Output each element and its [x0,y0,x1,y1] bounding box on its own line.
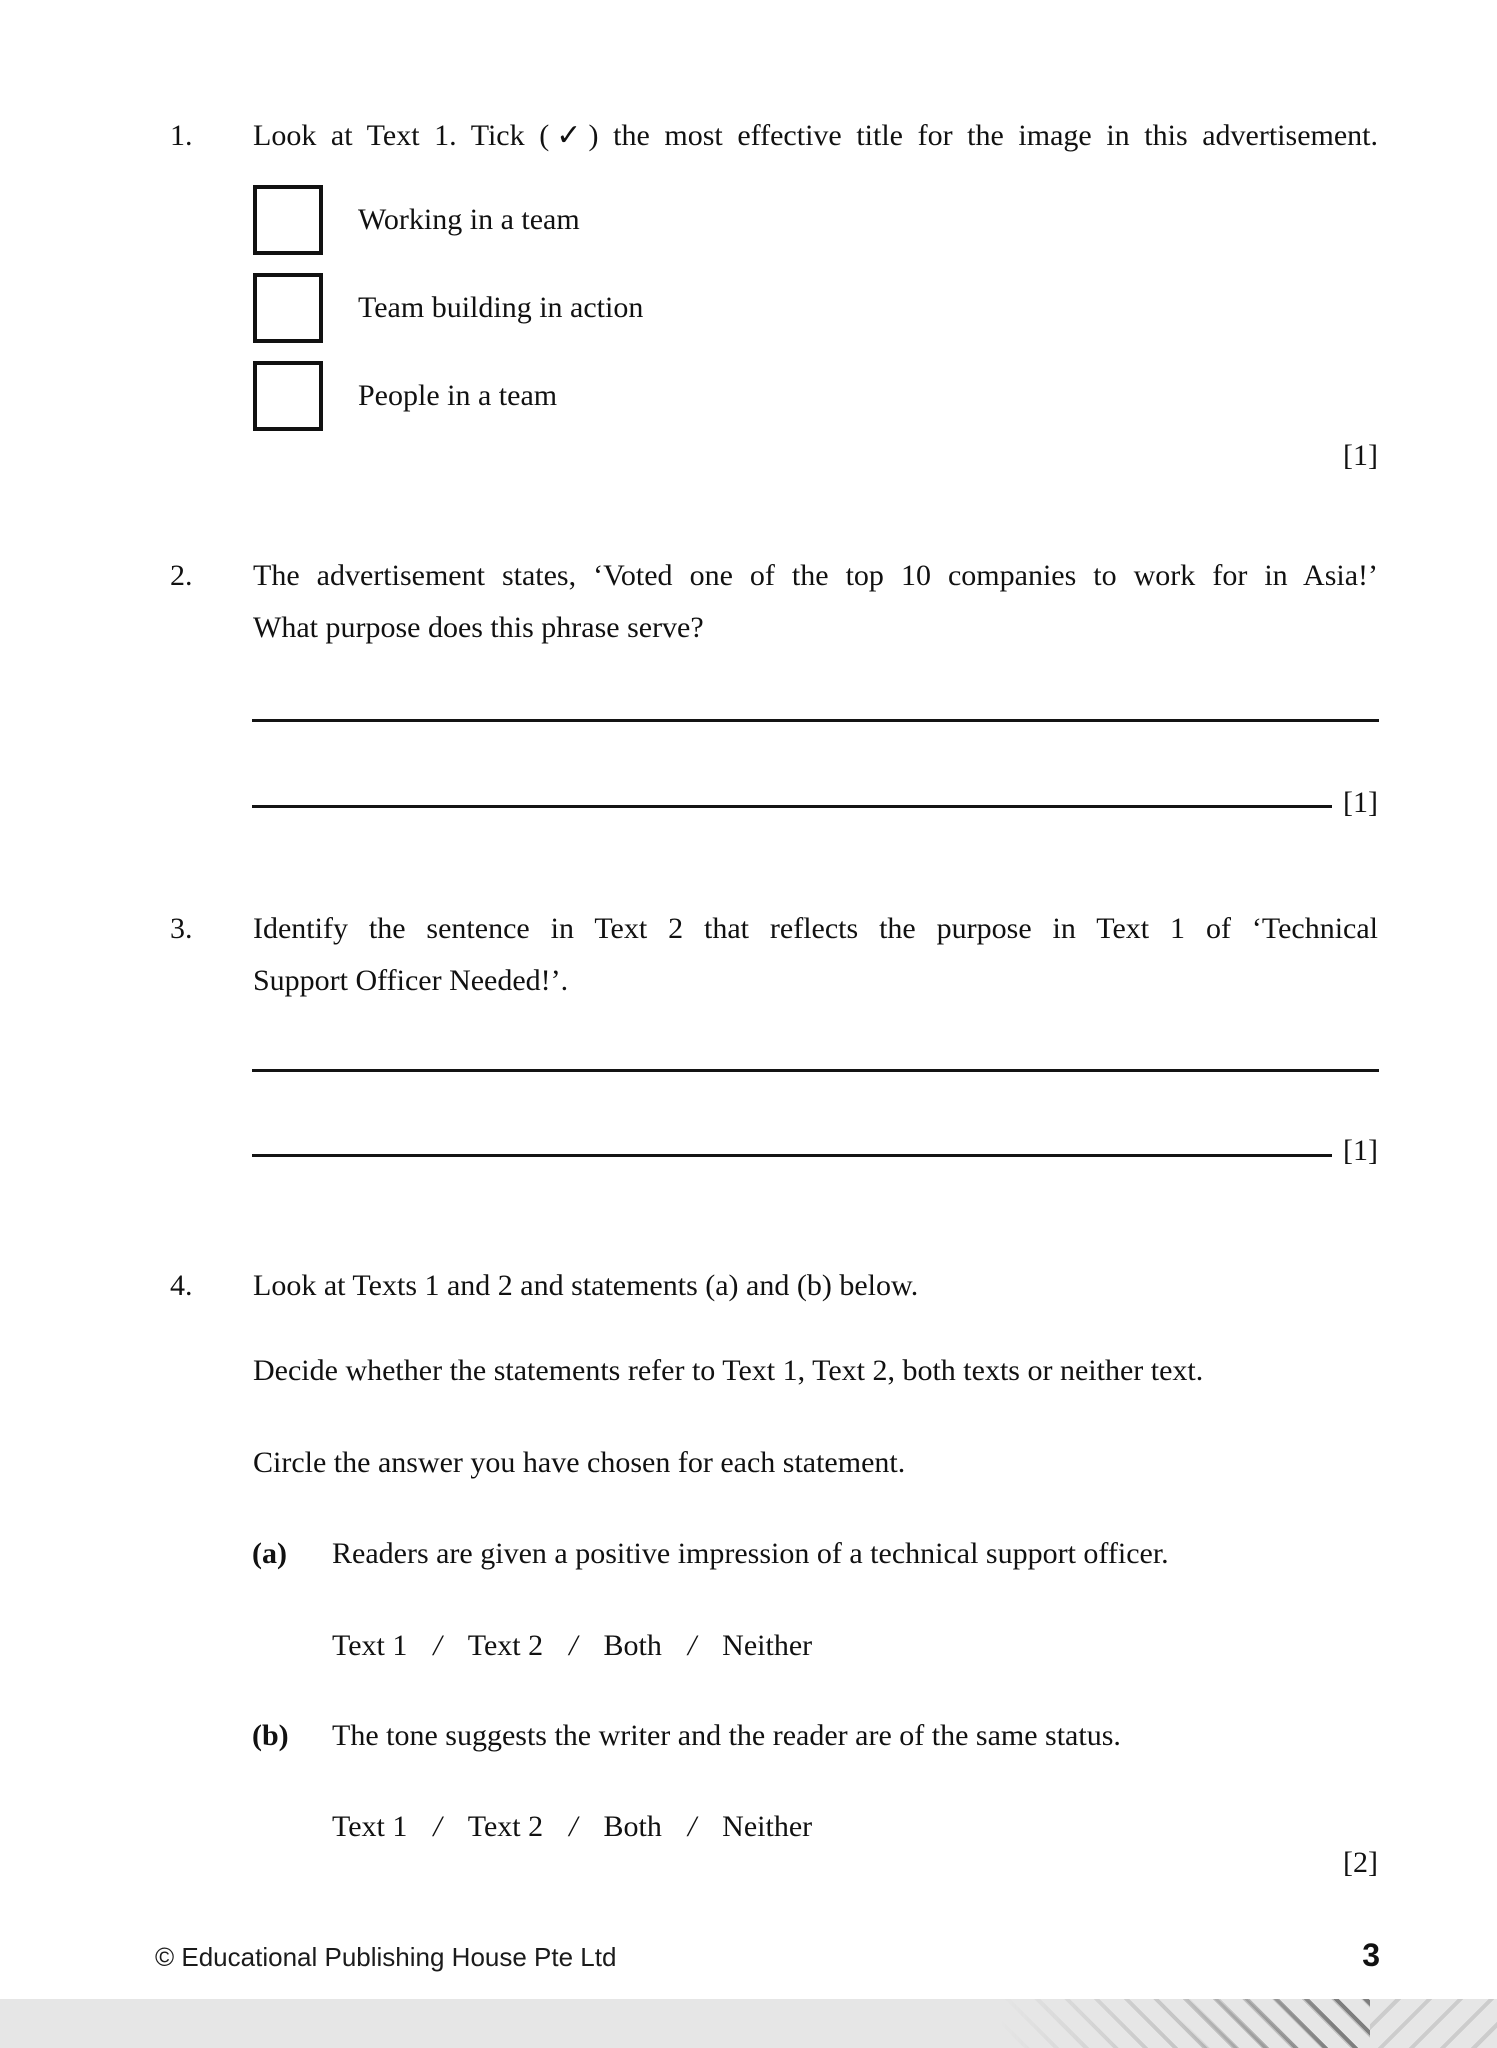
option-neither[interactable]: Neither [722,1810,813,1843]
answer-line[interactable] [252,719,1379,722]
statement-b-options [332,1801,812,1853]
statement-a-row [252,1528,1378,1580]
diagonal-stripes-decoration-reverse [1370,1999,1497,2048]
question-4-marks: [2] [1343,1846,1378,1879]
option-both[interactable]: Both [603,1810,662,1843]
option-checkbox-2[interactable] [253,273,323,343]
question-1-number: 1. [170,119,193,152]
question-1-option-row [253,273,643,343]
statement-a-text: Readers are given a positive impression of a technical support officer. [332,1537,1169,1570]
statement-b-row [252,1710,1378,1762]
option-separator: / [569,1629,578,1662]
option-separator: / [433,1810,442,1843]
question-1-marks: [1] [1343,439,1378,472]
footer-decorative-band [0,1999,1497,2048]
option-separator: / [433,1629,442,1662]
question-3-text-line-1: Identify the sentence in Text 2 that reflects the purpose in Text 1 of ‘Technical [253,912,1378,945]
option-separator: / [687,1810,697,1843]
question-1-prompt: Look at Text 1. Tick (✓) the most effective title for the image in this advertisement. [253,119,1378,152]
question-3-text-line-2: Support Officer Needed!’. [253,964,569,997]
statement-b-text: The tone suggests the writer and the reader are of the same status. [332,1719,1121,1752]
option-label-2: Team building in action [358,291,644,324]
option-label-3: People in a team [358,379,558,412]
question-4-instruction-1: Decide whether the statements refer to Text 1, Text 2, both texts or neither text. [253,1354,1204,1387]
option-text-1[interactable]: Text 1 [332,1810,408,1843]
question-2-marks: [1] [1343,786,1378,819]
question-4-number: 4. [170,1269,193,1302]
question-4-instruction-2: Circle the answer you have chosen for each statement. [253,1446,906,1479]
option-both[interactable]: Both [603,1629,662,1662]
option-text-2[interactable]: Text 2 [467,1629,544,1662]
answer-line[interactable] [252,1154,1332,1157]
question-4-intro: Look at Texts 1 and 2 and statements (a) and (b) below. [253,1269,919,1302]
option-checkbox-1[interactable] [253,185,323,255]
question-2-number: 2. [170,559,193,592]
question-1-option-row [253,361,557,431]
footer-copyright: © Educational Publishing House Pte Ltd [155,1942,617,1972]
answer-line[interactable] [252,1069,1379,1072]
diagonal-stripes-decoration-dark [1180,1999,1370,2048]
option-neither[interactable]: Neither [722,1629,813,1662]
option-text-1[interactable]: Text 1 [332,1629,408,1662]
option-label-1: Working in a team [358,203,580,236]
question-2-text-line-1: The advertisement states, ‘Voted one of the top 10 companies to work for in Asia!’ [253,559,1378,592]
question-1-option-row [253,185,580,255]
question-2-text-line-2: What purpose does this phrase serve? [253,611,704,644]
statement-a-label: (a) [252,1537,287,1570]
question-3-marks: [1] [1343,1134,1378,1167]
statement-b-label: (b) [252,1719,289,1752]
option-text-2[interactable]: Text 2 [467,1810,544,1843]
statement-a-options [332,1620,812,1672]
option-separator: / [687,1629,697,1662]
footer-page-number: 3 [1362,1937,1380,1973]
option-checkbox-3[interactable] [253,361,323,431]
answer-line[interactable] [252,805,1332,808]
question-3-number: 3. [170,912,193,945]
option-separator: / [569,1810,578,1843]
